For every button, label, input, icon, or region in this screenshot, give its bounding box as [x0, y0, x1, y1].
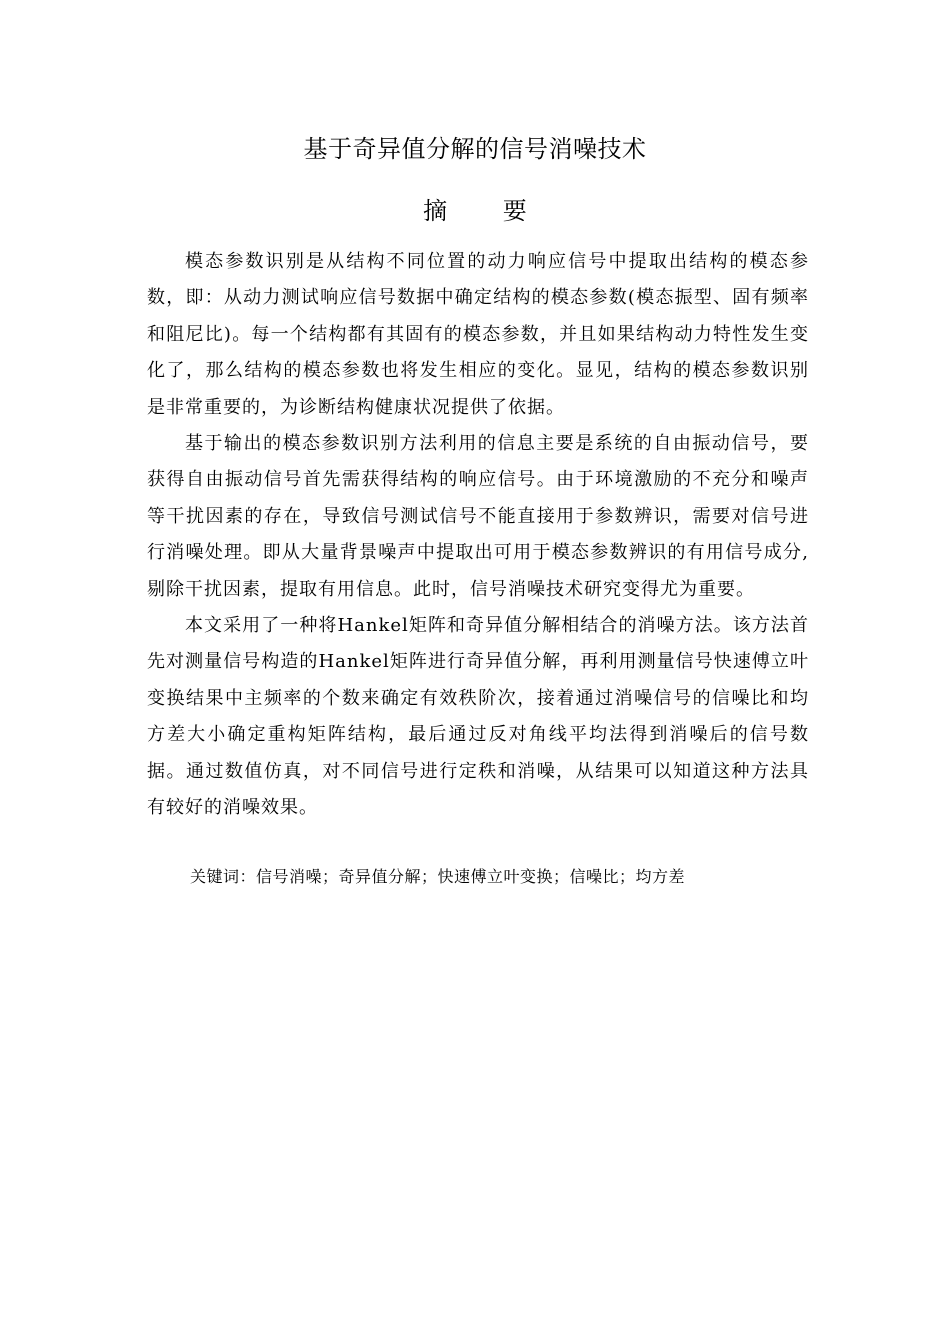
keywords-line: 关键词：信号消噪；奇异值分解；快速傅立叶变换；信噪比；均方差 [190, 867, 686, 886]
abstract-paragraph: 模态参数识别是从结构不同位置的动力响应信号中提取出结构的模态参数，即：从动力测试响应信号数据中确定结构的模态参数(模态振型、固有频率和阻尼比)。每一个结构都有其固有的模态参数，并且如果结构动力特性发生变化了，那么结构的模态参数也将发生相应的变化。显见，结构的模态参数识别是非常重要的，为诊断结构健康状况提供了依据。 [147, 251, 809, 418]
abstract-heading: 摘 要 [423, 197, 551, 225]
document-title: 基于奇异值分解的信号消噪技术 [303, 135, 647, 163]
abstract-paragraph: 本文采用了一种将Hankel矩阵和奇异值分解相结合的消噪方法。该方法首先对测量信号构造的Hankel矩阵进行奇异值分解，再利用测量信号快速傅立叶变换结果中主频率的个数来确定有效秩阶次，接着通过消噪信号的信噪比和均方差大小确定重构矩阵结构，最后通过反对角线平均法得到消噪后的信号数据。通过数值仿真，对不同信号进行定秩和消噪，从结果可以知道这种方法具有较好的消噪效果。 [147, 615, 809, 819]
abstract-paragraph: 基于输出的模态参数识别方法利用的信息主要是系统的自由振动信号，要获得自由振动信号首先需获得结构的响应信号。由于环境激励的不充分和噪声等干扰因素的存在，导致信号测试信号不能直接用于参数辨识，需要对信号进行消噪处理。即从大量背景噪声中提取出可用于模态参数辨识的有用信号成分,剔除干扰因素，提取有用信息。此时，信号消噪技术研究变得尤为重要。 [147, 433, 809, 600]
abstract-body [147, 244, 809, 827]
